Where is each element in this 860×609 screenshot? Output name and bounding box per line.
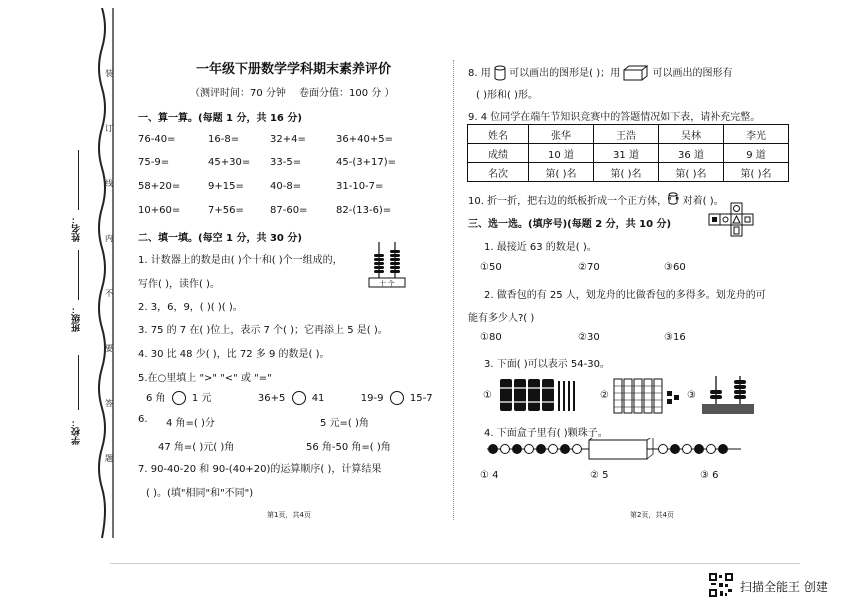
score-table (467, 124, 789, 182)
s3-q3-mark[interactable]: ② (600, 390, 609, 401)
compare-item: 41 (311, 393, 325, 404)
rank-blank[interactable]: 第( )名 (594, 163, 659, 182)
question-10: 10. 折一折，把右边的纸板折成一个正方体，" " 对着( )。 (468, 196, 724, 207)
question-5: 5.在○里填上 ">" "<" 或 "=" (138, 373, 272, 384)
class-label: 班级： (72, 305, 82, 332)
beads-string-icon (485, 438, 745, 460)
page-divider (453, 60, 454, 520)
s3-q2-opt[interactable]: ①80 (480, 332, 502, 343)
abacus-option-icon (700, 374, 756, 416)
cube-rods-icon (612, 377, 682, 415)
s3-q4-opt[interactable]: ③ 6 (700, 470, 719, 481)
section2-title: 二、填一填。(每空 1 分，共 30 分) (138, 233, 302, 244)
s3-question-4: 4. 下面盒子里有( )颗珠子。 (484, 428, 608, 439)
s3-q3-mark[interactable]: ③ (687, 390, 696, 401)
page-footer: 第1页，共4页 (267, 511, 311, 519)
s3-question-3: 3. 下面( )可以表示 54-30。 (484, 359, 610, 370)
question-6-label: 6. (138, 414, 148, 425)
abacus-label: 十 个 (379, 279, 395, 288)
section1-title: 一、算一算。(每题 1 分，共 16 分) (138, 113, 302, 124)
s3-q3-mark[interactable]: ① (483, 390, 492, 401)
question-9: 9. 4 位同学在端午节知识竞赛中的答题情况如下表，请补充完整。 (468, 112, 761, 123)
compare-row (146, 389, 433, 405)
table-row: 名次 第( )名 第( )名 第( )名 第( )名 (468, 163, 789, 182)
cylinder-icon (494, 65, 506, 81)
s3-question-2b: 能有多少人?( ) (468, 313, 535, 324)
calc-item: 87-60= (270, 205, 308, 216)
question-2: 2. 3，6，9，( )( )( )。 (138, 302, 243, 313)
name-line (78, 150, 79, 210)
s3-q2-opt[interactable]: ③16 (664, 332, 686, 343)
compare-item: 6 角 (146, 393, 166, 404)
cuboid-icon (623, 65, 649, 81)
question-4: 4. 30 比 48 少( )，比 72 多 9 的数是( )。 (138, 349, 330, 360)
calc-item: 58+20= (138, 181, 181, 192)
abacus-icon (367, 240, 407, 290)
s3-q1-opt[interactable]: ③60 (664, 262, 686, 273)
calc-item: 76-40= (138, 134, 176, 145)
calc-item: 10+60= (138, 205, 181, 216)
calc-item: 45+30= (208, 157, 251, 168)
class-line (78, 250, 79, 300)
question-3: 3. 75 的 7 在( )位上，表示 7 个( )；它再添上 5 是( )。 (138, 325, 388, 336)
calc-item: 7+56= (208, 205, 244, 216)
page-footer: 第2页，共4页 (630, 511, 674, 519)
table-row: 成绩 10 道 31 道 36 道 9 道 (468, 144, 789, 163)
compare-item: 15-7 (409, 393, 433, 404)
calc-item: 45-(3+17)= (336, 157, 396, 168)
calc-item: 82-(13-6)= (336, 205, 392, 216)
question-6-c: 47 角=( )元( )角 (158, 442, 235, 453)
rank-blank[interactable]: 第( )名 (659, 163, 724, 182)
s3-q2-opt[interactable]: ②30 (578, 332, 600, 343)
compare-circle[interactable] (172, 391, 186, 405)
cylinder-small-icon (668, 192, 678, 205)
question-8b: ( )形和( )形。 (476, 90, 538, 101)
time-info: （测评时间：70 分钟 (190, 88, 286, 99)
rank-blank[interactable]: 第( )名 (724, 163, 789, 182)
calc-item: 75-9= (138, 157, 170, 168)
name-label: 姓名： (72, 215, 82, 242)
compare-circle[interactable] (292, 391, 306, 405)
s3-question-1: 1. 最接近 63 的数是( )。 (484, 242, 597, 253)
binding-strip: 装 订 线 内 不 要 答 题 (92, 8, 120, 538)
question-6-a: 4 角=( )分 (166, 418, 215, 429)
s3-q4-opt[interactable]: ② 5 (590, 470, 609, 481)
compare-item: 36+5 (257, 393, 286, 404)
calc-item: 31-10-7= (336, 181, 384, 192)
calc-item: 36+40+5= (336, 134, 393, 145)
question-8: 8. 用 可以画出的图形是( )；用 可以画出的图形有 (468, 64, 732, 81)
rank-blank[interactable]: 第( )名 (529, 163, 594, 182)
compare-circle[interactable] (390, 391, 404, 405)
qr-code-icon (708, 572, 734, 598)
compare-item: 19-9 (360, 393, 384, 404)
question-7a: 7. 90-40-20 和 90-(40+20)的运算顺序( )，计算结果 (138, 464, 382, 475)
calc-item: 33-5= (270, 157, 302, 168)
question-1a: 1. 计数器上的数是由( )个十和( )个一组成的， (138, 255, 343, 266)
section3-title: 三、选一选。(填序号)(每题 2 分，共 10 分) (468, 219, 672, 230)
scanner-watermark: 扫描全能王 创建 (740, 580, 828, 594)
calc-item: 32+4= (270, 134, 306, 145)
compare-item: 1 元 (191, 393, 212, 404)
s3-question-2a: 2. 做香包的有 25 人，划龙舟的比做香包的多得多。划龙舟的可 (484, 290, 766, 301)
question-1b: 写作( )，读作( )。 (138, 279, 220, 290)
scan-bottom-line (110, 563, 800, 564)
question-6-d: 56 角-50 角=( )角 (306, 442, 391, 453)
bundle-sticks-icon (497, 376, 577, 414)
question-6-b: 5 元=( )角 (320, 418, 369, 429)
calc-item: 40-8= (270, 181, 302, 192)
score-info: 卷面分值：100 分 ） (299, 88, 395, 99)
cube-net-icon (705, 202, 755, 248)
table-row: 姓名 张华 王浩 吴林 李光 (468, 125, 789, 144)
s3-q1-opt[interactable]: ①50 (480, 262, 502, 273)
page-title: 一年级下册数学学科期末素养评价 (196, 62, 392, 77)
question-7b: ( )。(填"相同"和"不同") (146, 488, 254, 499)
calc-item: 16-8= (208, 134, 240, 145)
calc-item: 9+15= (208, 181, 244, 192)
s3-q1-opt[interactable]: ②70 (578, 262, 600, 273)
s3-q4-opt[interactable]: ① 4 (480, 470, 499, 481)
school-line (78, 355, 79, 410)
school-label: 学校： (72, 418, 82, 445)
